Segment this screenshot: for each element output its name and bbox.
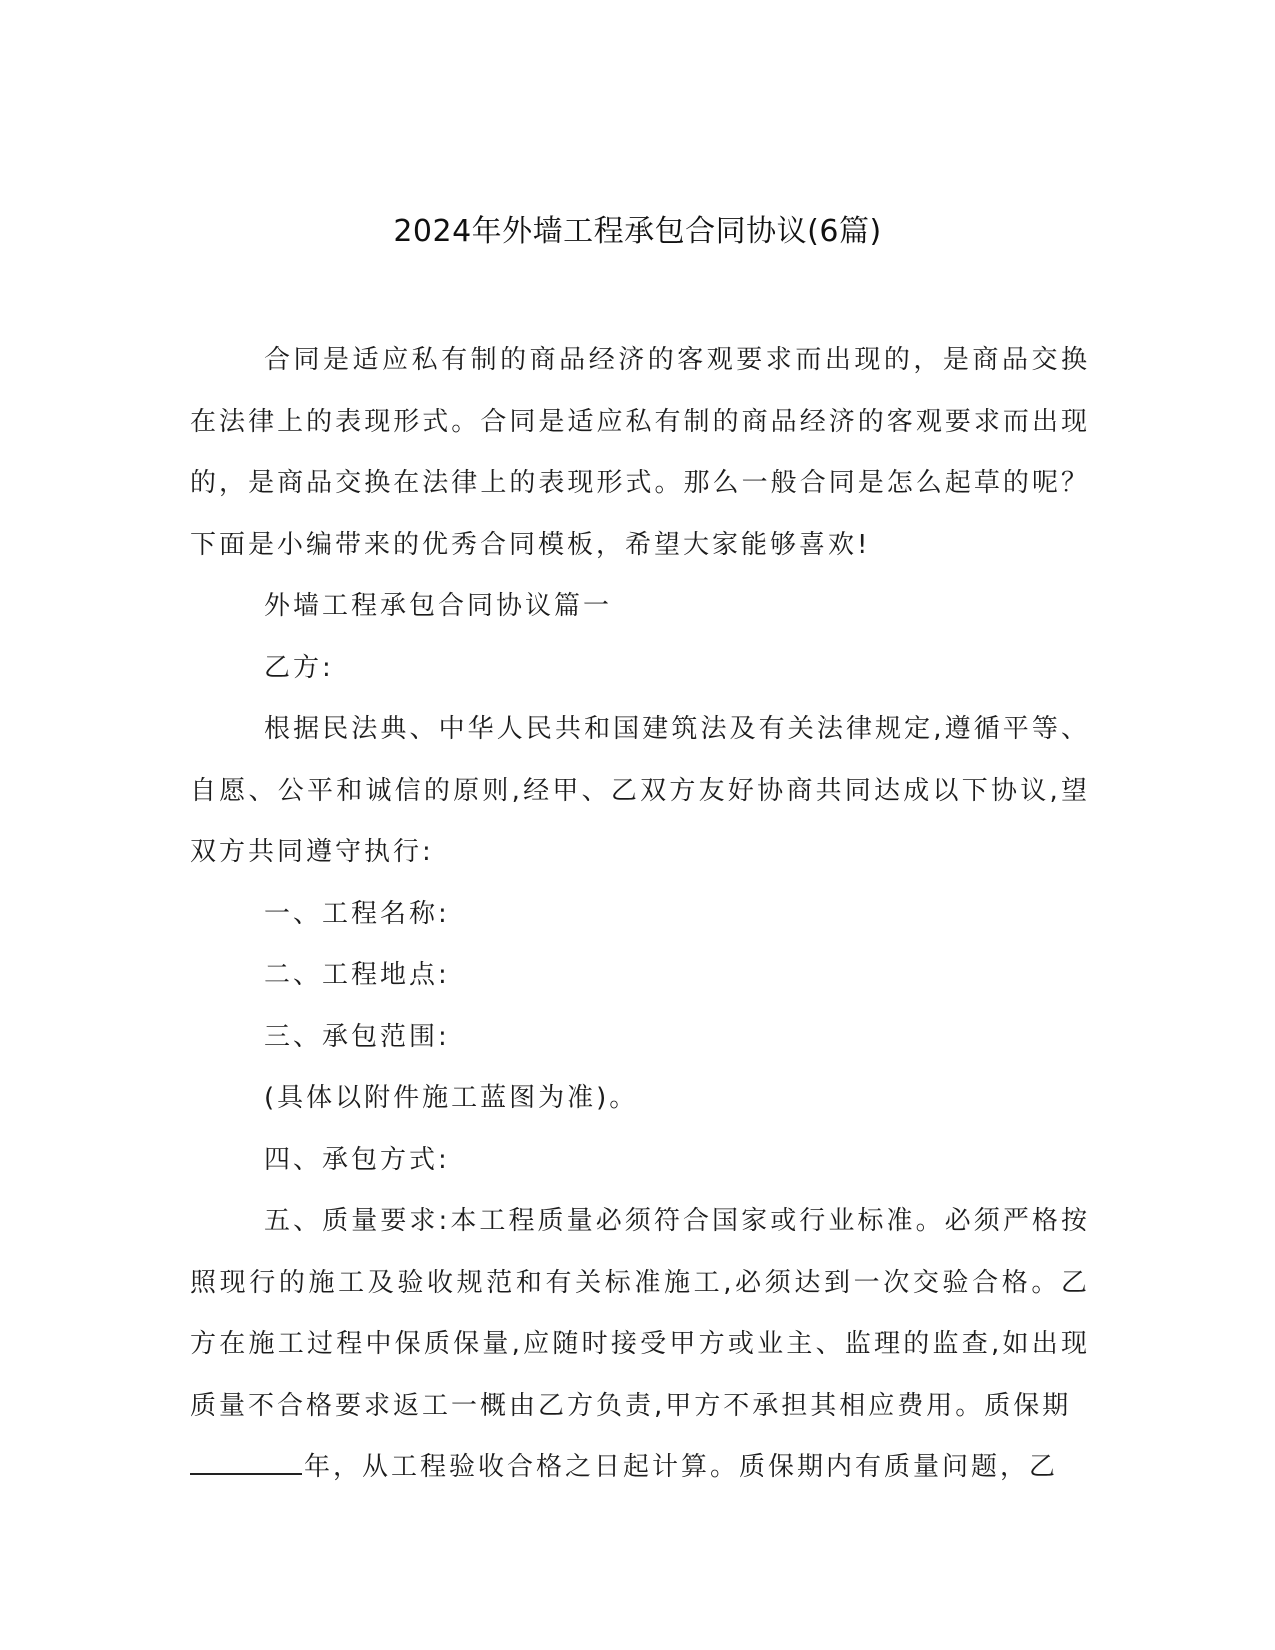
quality-text: 五、质量要求:本工程质量必须符合国家或行业标准。必须严格按照现行的施工及验收规范和有关标准施工,必须达到一次交验合格。乙方在施工过程中保质保量,应随时接受甲方或业主、监理的监查,如出现质量不合格要求返工一概由乙方负责,甲方不承担其相应费用。质保期 [190, 1206, 1090, 1421]
item-project-name: 一、工程名称: [264, 898, 450, 929]
intro-paragraph: 合同是适应私有制的商品经济的客观要求而出现的，是商品交换在法律上的表现形式。合同是适应私有制的商品经济的客观要求而出现的，是商品交换在法律上的表现形式。那么一般合同是怎么起草的呢？下面是小编带来的优秀合同模板，希望大家能够喜欢! [190, 345, 1090, 560]
item-contract-method: 四、承包方式: [264, 1144, 450, 1175]
warranty-years-blank [190, 1449, 302, 1475]
item-quality-requirements [190, 1191, 1090, 1499]
section-heading: 外墙工程承包合同协议篇一 [264, 591, 613, 621]
party-b-line: 乙方: [264, 652, 334, 683]
item-project-location: 二、工程地点: [264, 960, 450, 990]
item-scope-note: (具体以附件施工蓝图为准)。 [264, 1083, 639, 1113]
basis-paragraph: 根据民法典、中华人民共和国建筑法及有关法律规定,遵循平等、自愿、公平和诚信的原则,经甲、乙双方友好协商共同达成以下协议,望双方共同遵守执行: [190, 714, 1090, 867]
document-title: 2024年外墙工程承包合同协议(6篇) [393, 214, 882, 249]
item-scope: 三、承包范围: [264, 1021, 450, 1052]
document-body [190, 330, 1090, 1499]
quality-text-tail: 年，从工程验收合格之日起计算。质保期内有质量问题，乙 [304, 1452, 1059, 1482]
